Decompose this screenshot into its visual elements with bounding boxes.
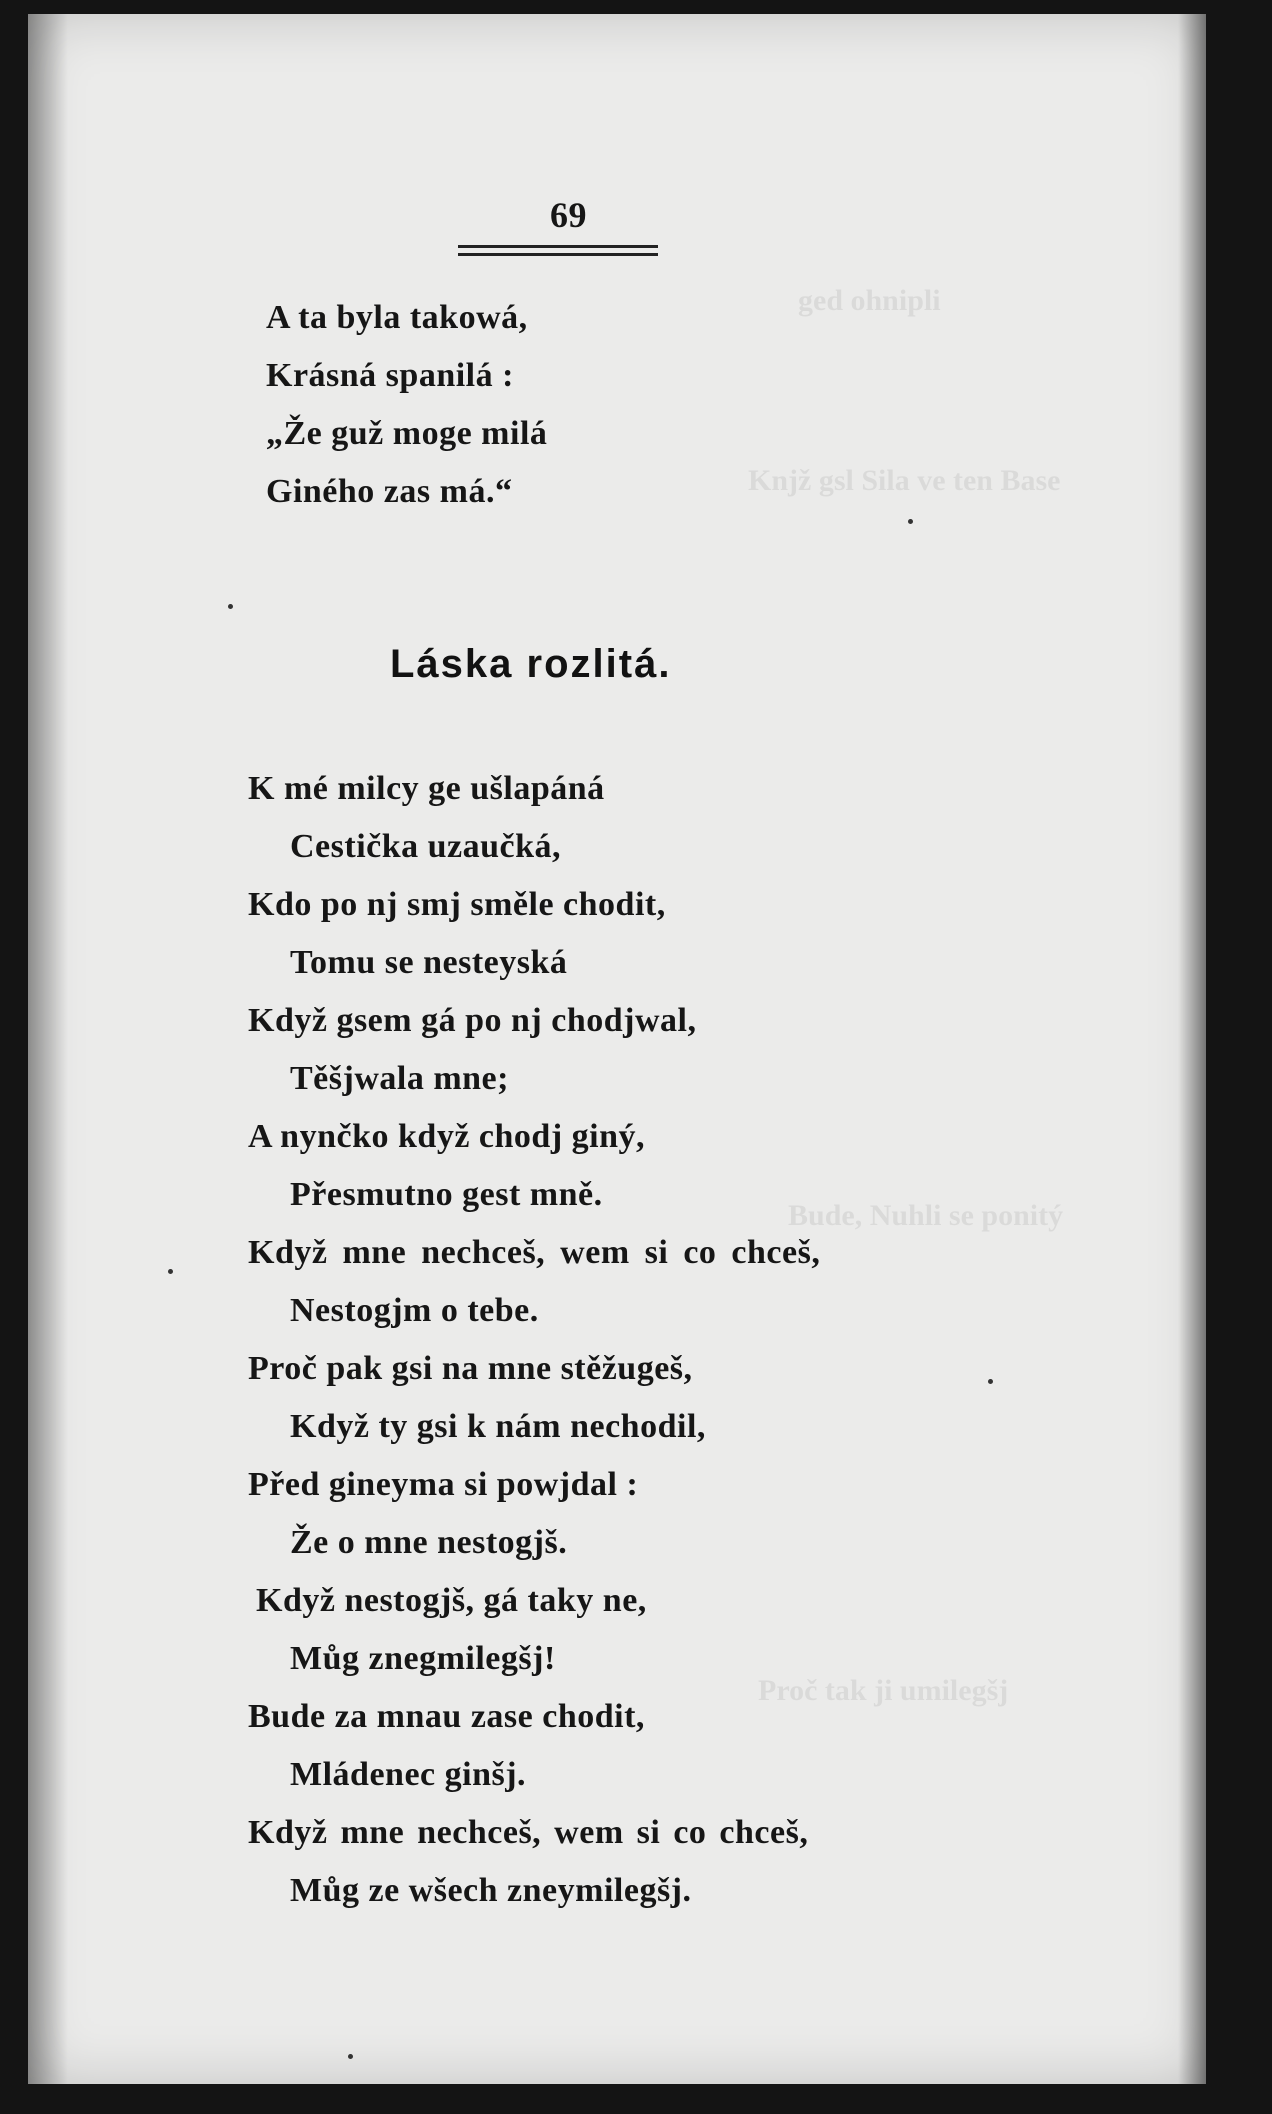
verse-line: A nynčko když chodj giný, — [248, 1118, 645, 1155]
verse-line: Mládenec ginšj. — [290, 1756, 527, 1793]
verse-line: Těšjwala mne; — [290, 1060, 509, 1097]
page-edge-shadow — [1178, 14, 1206, 2084]
verse-line: Bude za mnau zase chodit, — [248, 1698, 645, 1735]
verse-line: K mé milcy ge ušlapáná — [248, 770, 605, 807]
spine-shadow — [28, 14, 68, 2084]
verse-line: Když mne nechceš, wem si co chceš, — [248, 1234, 821, 1271]
verse-line: Že o mne nestogjš. — [290, 1524, 568, 1561]
bleed-through-decoration: Bude, Nuhli se ponitý — [788, 1199, 1064, 1232]
verse-line: Giného zas má.“ — [266, 473, 513, 510]
header-rule — [458, 245, 658, 248]
verse-line: Kdo po nj smj směle chodit, — [248, 886, 666, 923]
verse-line: Když mne nechceš, wem si co chceš, — [248, 1814, 809, 1851]
ink-speck — [168, 1269, 173, 1274]
bleed-through-decoration: ged ohnipli — [798, 284, 941, 317]
verse-line: A ta byla takowá, — [266, 299, 528, 336]
ink-speck — [228, 604, 233, 609]
verse-line: Nestogjm o tebe. — [290, 1292, 539, 1329]
bleed-through-decoration: Proč tak ji umilegšj — [758, 1674, 1009, 1707]
ink-speck — [988, 1379, 993, 1384]
header-rule — [458, 253, 658, 256]
verse-line: Proč pak gsi na mne stěžugeš, — [248, 1350, 693, 1387]
verse-line: Můg znegmilegšj! — [290, 1640, 556, 1677]
verse-line: „Že guž moge milá — [266, 415, 548, 452]
ink-speck — [908, 519, 913, 524]
verse-line: Když ty gsi k nám nechodil, — [290, 1408, 706, 1445]
ink-speck — [348, 2054, 353, 2059]
book-page — [28, 14, 1206, 2084]
verse-line: Když nestogjš, gá taky ne, — [256, 1582, 647, 1619]
verse-line: Přesmutno gest mně. — [290, 1176, 603, 1213]
verse-line: Když gsem gá po nj chodjwal, — [248, 1002, 697, 1039]
verse-line: Před gineyma si powjdal : — [248, 1466, 639, 1503]
verse-line: Můg ze wšech zneymilegšj. — [290, 1872, 692, 1909]
verse-line: Cestička uzaučká, — [290, 828, 562, 865]
verse-line: Krásná spanilá : — [266, 357, 514, 394]
page-number: 69 — [550, 195, 587, 235]
poem-title: Láska rozlitá. — [390, 642, 672, 686]
bleed-through-decoration: Knjž gsl Sila ve ten Base — [748, 464, 1061, 497]
verse-line: Tomu se nesteyská — [290, 944, 568, 981]
